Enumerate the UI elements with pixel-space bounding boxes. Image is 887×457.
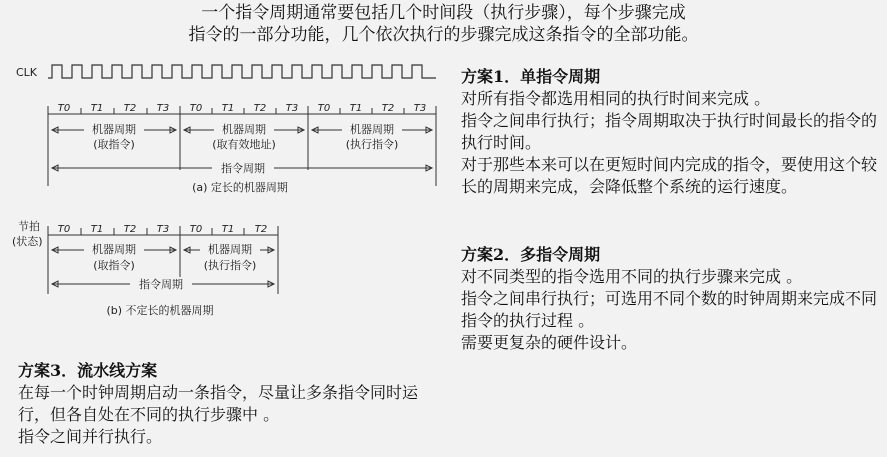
cycle-sub: (取指令): [93, 138, 135, 151]
tick-label: T1: [221, 224, 235, 235]
cycle-sub: (执行指令): [345, 138, 399, 151]
caption-fixed: (a) 定长的机器周期: [192, 181, 288, 194]
cycle-title: 机器周期: [92, 123, 136, 136]
scheme-1-heading: 方案1．单指令周期: [461, 67, 601, 86]
tick-label: T1: [349, 103, 363, 114]
tick-label: T2: [123, 224, 137, 235]
scheme-2-heading: 方案2．多指令周期: [461, 245, 601, 264]
tick-label: T2: [381, 103, 395, 114]
clk-label: CLK: [16, 66, 38, 79]
tick-label: T2: [253, 103, 267, 114]
cycle-sub: (执行指令): [203, 259, 257, 272]
machine-cycle-diagram: [0, 58, 450, 328]
scheme-2-section: [461, 244, 886, 354]
cycle-sub: (取有效地址): [212, 138, 276, 151]
tick-label: T0: [189, 103, 203, 114]
cycle-title: 机器周期: [222, 123, 266, 136]
tick-label: T0: [57, 103, 71, 114]
cycle-title: 机器周期: [208, 243, 252, 256]
clk-waveform: [48, 65, 436, 78]
beat-label: 节拍: [18, 220, 40, 233]
tick-label: T3: [413, 103, 427, 114]
scheme-1-section: [461, 66, 886, 198]
scheme-3-heading: 方案3．流水线方案: [18, 361, 158, 380]
tick-label: T3: [285, 103, 299, 114]
cycle-title: 机器周期: [92, 243, 136, 256]
cycle-title: 机器周期: [350, 123, 394, 136]
caption-variable: (b) 不定长的机器周期: [106, 304, 214, 317]
tick-label: T0: [57, 224, 71, 235]
scheme-2-line: 需要更复杂的硬件设计。: [461, 333, 638, 352]
intro-line-2: 指令的一部分功能，几个依次执行的步骤完成这条指令的全部功能。: [188, 25, 699, 45]
instruction-cycle-label: 指令周期: [139, 278, 183, 291]
scheme-3-line: 在每一个时钟周期启动一条指令，尽量让多条指令同时运行，但各自处在不同的执行步骤中 。: [18, 383, 419, 424]
fixed-cycle-diagram: [48, 103, 436, 194]
scheme-1-line: 指令之间串行执行；指令周期取决于执行时间最长的指令的执行时间。: [461, 111, 878, 152]
tick-label: T0: [189, 224, 203, 235]
scheme-1-line: 对于那些本来可以在更短时间内完成的指令，要使用这个较长的周期来完成，会降低整个系统的运行速度。: [461, 155, 878, 196]
variable-cycle-diagram: [12, 219, 278, 317]
scheme-3-section: [18, 360, 448, 448]
scheme-3-line: 指令之间并行执行。: [18, 427, 163, 446]
scheme-1-line: 对所有指令都选用相同的执行时间来完成 。: [461, 89, 771, 108]
state-label: (状态): [12, 235, 43, 248]
cycle-sub: (取指令): [93, 259, 135, 272]
instruction-cycle-label: 指令周期: [221, 162, 265, 175]
tick-label: T3: [156, 103, 170, 114]
intro-text: [0, 2, 887, 46]
tick-label: T1: [221, 103, 235, 114]
scheme-2-line: 指令之间串行执行；可选用不同个数的时钟周期来完成不同指令的执行过程 。: [461, 289, 878, 330]
tick-label: T1: [90, 103, 104, 114]
scheme-2-line: 对不同类型的指令选用不同的执行步骤来完成 。: [461, 267, 803, 286]
tick-label: T1: [90, 224, 104, 235]
tick-label: T2: [254, 224, 268, 235]
tick-label: T3: [156, 224, 170, 235]
intro-line-1: 一个指令周期通常要包括几个时间段（执行步骤），每个步骤完成: [201, 3, 686, 23]
tick-label: T0: [317, 103, 331, 114]
tick-label: T2: [123, 103, 137, 114]
